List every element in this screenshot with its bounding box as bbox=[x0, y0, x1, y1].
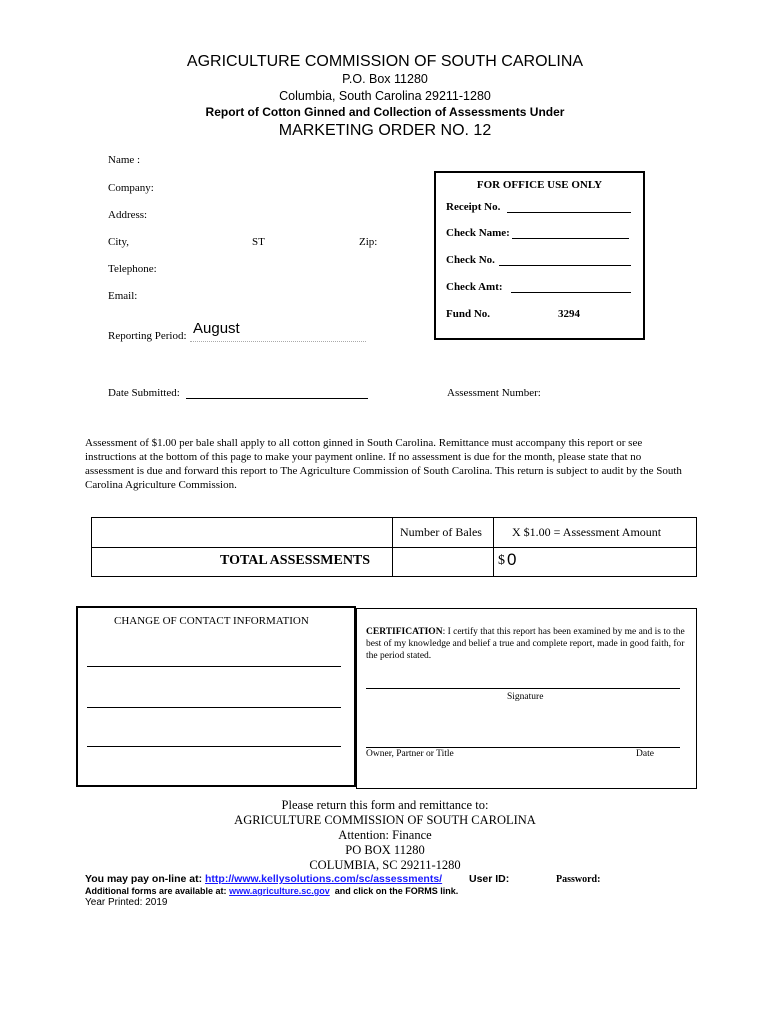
check-no-label: Check No. bbox=[446, 254, 495, 266]
forms-link-instruction: and click on the FORMS link. bbox=[334, 886, 459, 896]
signature-line[interactable] bbox=[366, 688, 680, 689]
reporting-period-value[interactable]: August bbox=[193, 320, 240, 337]
contact-line-3[interactable] bbox=[87, 746, 341, 747]
footer-org: AGRICULTURE COMMISSION OF SOUTH CAROLINA bbox=[234, 813, 536, 827]
check-name-label: Check Name: bbox=[446, 227, 510, 239]
fund-no-value: 3294 bbox=[558, 308, 580, 320]
check-name-line bbox=[512, 238, 629, 239]
additional-forms-line bbox=[85, 886, 458, 896]
total-assessments-label: TOTAL ASSESSMENTS bbox=[220, 553, 371, 568]
office-use-box bbox=[434, 171, 645, 340]
footer-city: COLUMBIA, SC 29211-1280 bbox=[309, 858, 461, 872]
po-box: P.O. Box 11280 bbox=[342, 72, 428, 86]
address-label: Address: bbox=[108, 209, 148, 221]
email-label: Email: bbox=[108, 290, 138, 302]
reporting-period-label: Reporting Period: bbox=[108, 330, 187, 342]
change-of-contact-box bbox=[76, 606, 356, 787]
date-submitted-label: Date Submitted: bbox=[108, 387, 180, 399]
change-of-contact-title: CHANGE OF CONTACT INFORMATION bbox=[114, 615, 309, 627]
certification-text bbox=[366, 626, 686, 662]
kelly-solutions-link[interactable]: http://www.kellysolutions.com/sc/assessments/ bbox=[205, 873, 443, 885]
marketing-order: MARKETING ORDER NO. 12 bbox=[278, 122, 492, 139]
date-label: Date bbox=[636, 749, 654, 759]
additional-forms-label: Additional forms are available at: bbox=[85, 886, 227, 896]
contact-line-1[interactable] bbox=[87, 666, 341, 667]
agriculture-sc-link[interactable]: www.agriculture.sc.gov bbox=[229, 886, 330, 896]
receipt-no-line bbox=[507, 212, 631, 213]
date-submitted-line[interactable] bbox=[186, 398, 368, 399]
contact-line-2[interactable] bbox=[87, 707, 341, 708]
city-label: City, bbox=[108, 236, 129, 248]
assessment-table bbox=[91, 517, 697, 577]
pay-online-label: You may pay on-line at: bbox=[85, 873, 203, 885]
owner-title-line[interactable] bbox=[366, 747, 680, 748]
city-address: Columbia, South Carolina 29211-1280 bbox=[279, 89, 491, 103]
check-no-line bbox=[499, 265, 631, 266]
year-printed: Year Printed: 2019 bbox=[85, 897, 168, 908]
check-amt-line bbox=[511, 292, 631, 293]
assessment-amount-header: X $1.00 = Assessment Amount bbox=[512, 525, 662, 539]
user-id-label: User ID: bbox=[469, 873, 510, 885]
assessment-number-label: Assessment Number: bbox=[447, 387, 541, 399]
password-label: Password: bbox=[556, 874, 601, 885]
fund-no-label: Fund No. bbox=[446, 308, 491, 320]
currency-symbol: $ bbox=[498, 553, 505, 568]
pay-online-line bbox=[85, 873, 442, 885]
check-amt-label: Check Amt: bbox=[446, 281, 503, 293]
certification-label: CERTIFICATION bbox=[366, 627, 443, 637]
reporting-period-line bbox=[190, 341, 366, 342]
total-assessments-value[interactable]: 0 bbox=[507, 550, 517, 569]
receipt-no-label: Receipt No. bbox=[446, 201, 501, 213]
report-title: Report of Cotton Ginned and Collection of Assessments Under bbox=[205, 105, 565, 119]
return-instruction: Please return this form and remittance to: bbox=[281, 798, 489, 812]
org-title: AGRICULTURE COMMISSION OF SOUTH CAROLINA bbox=[186, 53, 584, 70]
number-of-bales-header: Number of Bales bbox=[400, 525, 482, 539]
office-use-title: FOR OFFICE USE ONLY bbox=[476, 179, 603, 191]
name-label: Name : bbox=[108, 154, 141, 166]
signature-label: Signature bbox=[507, 692, 544, 702]
certification-body: : I certify that this report has been examined by me and is to the best of my knowledge and belief a true and complete report, made in good faith, for the period stated. bbox=[366, 627, 685, 661]
owner-partner-title-label: Owner, Partner or Title bbox=[366, 749, 454, 759]
assessment-notice: Assessment of $1.00 per bale shall apply to all cotton ginned in South Carolina. Remittance must accompany this report or see instructions at the bottom of this page to make your payment online. If no assessment is due for the month, please state that no assessment is due and forward this report to The Agriculture Commission of South Carolina. This return is subject to audit by the South Carolina Agriculture Commission. bbox=[85, 437, 682, 491]
telephone-label: Telephone: bbox=[108, 263, 157, 275]
zip-label: Zip: bbox=[359, 236, 378, 248]
certification-box bbox=[356, 608, 697, 789]
company-label: Company: bbox=[108, 182, 154, 194]
footer-attention: Attention: Finance bbox=[338, 828, 432, 842]
state-label: ST bbox=[252, 236, 265, 248]
footer-pobox: PO BOX 11280 bbox=[345, 843, 425, 857]
